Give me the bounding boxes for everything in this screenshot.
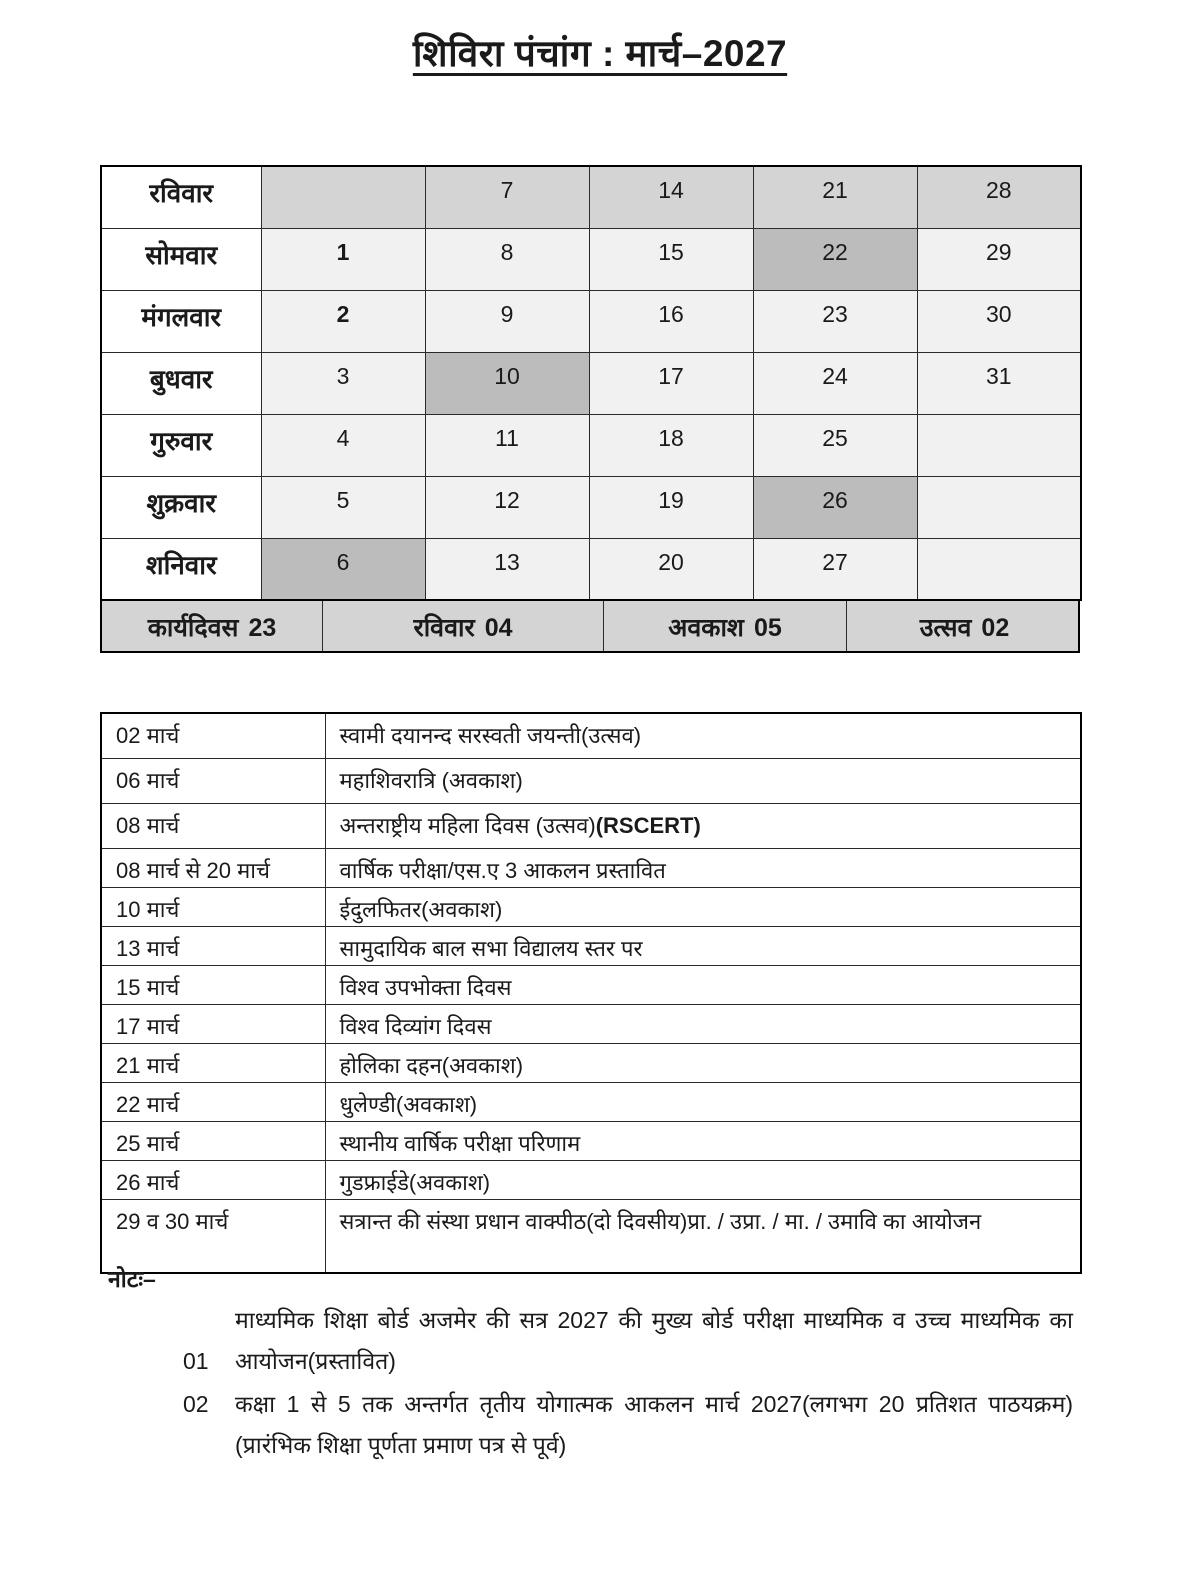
calendar-row <box>101 166 1081 228</box>
day-name-cell: बुधवार <box>101 352 261 414</box>
event-date-cell: 06 मार्च <box>101 758 325 803</box>
event-desc-cell <box>325 1121 1081 1160</box>
summary-cell <box>847 601 1082 651</box>
date-cell: 31 <box>917 352 1081 414</box>
calendar-row <box>101 414 1081 476</box>
date-cell: 18 <box>589 414 753 476</box>
event-row <box>101 713 1081 758</box>
event-desc-cell <box>325 713 1081 758</box>
date-cell: 20 <box>589 538 753 600</box>
summary-value: 05 <box>753 614 782 642</box>
date-cell: 2 <box>261 290 425 352</box>
event-date-cell: 29 व 30 मार्च <box>101 1199 325 1273</box>
calendar-section <box>100 165 1080 653</box>
event-row <box>101 848 1081 887</box>
date-cell: 3 <box>261 352 425 414</box>
calendar-table-body <box>101 166 1081 600</box>
event-desc-text: सामुदायिक बाल सभा विद्यालय स्तर पर <box>339 935 643 961</box>
event-desc-text: अन्तराष्ट्रीय महिला दिवस (उत्सव) <box>339 812 596 838</box>
event-row <box>101 1043 1081 1082</box>
note-item <box>183 1300 1090 1382</box>
event-date-cell: 08 मार्च से 20 मार्च <box>101 848 325 887</box>
day-name-cell: मंगलवार <box>101 290 261 352</box>
event-date-cell: 13 मार्च <box>101 926 325 965</box>
event-desc-text: ईदुलफितर(अवकाश) <box>339 896 503 922</box>
event-date-cell: 22 मार्च <box>101 1082 325 1121</box>
event-desc-cell <box>325 758 1081 803</box>
summary-value: 02 <box>981 614 1010 642</box>
event-desc-cell <box>325 887 1081 926</box>
summary-value: 23 <box>248 614 277 642</box>
summary-label: उत्सव <box>919 614 972 642</box>
date-cell: 7 <box>425 166 589 228</box>
date-cell: 17 <box>589 352 753 414</box>
date-cell: 27 <box>753 538 917 600</box>
date-cell: 23 <box>753 290 917 352</box>
notes-section <box>100 1262 1090 1468</box>
notes-list <box>100 1300 1090 1466</box>
event-desc-text: महाशिवरात्रि (अवकाश) <box>339 767 523 793</box>
page-title: शिविरा पंचांग : मार्च–2027 <box>412 33 788 74</box>
event-desc-text: सत्रान्त की संस्था प्रधान वाक्पीठ(दो दिवसीय)प्रा. / उप्रा. / मा. / उमावि का आयोजन <box>339 1208 982 1234</box>
event-desc-text: होलिका दहन(अवकाश) <box>339 1052 524 1078</box>
calendar-row <box>101 352 1081 414</box>
date-cell: 28 <box>917 166 1081 228</box>
calendar-row <box>101 538 1081 600</box>
event-desc-text: विश्व उपभोक्ता दिवस <box>339 974 512 1000</box>
event-desc-cell <box>325 965 1081 1004</box>
event-desc-text: वार्षिक परीक्षा/एस.ए 3 आकलन प्रस्तावित <box>339 857 666 883</box>
date-cell: 16 <box>589 290 753 352</box>
summary-cell <box>604 601 847 651</box>
event-row <box>101 1004 1081 1043</box>
date-cell: 9 <box>425 290 589 352</box>
calendar-row <box>101 476 1081 538</box>
date-cell: 25 <box>753 414 917 476</box>
date-cell: 1 <box>261 228 425 290</box>
event-row <box>101 926 1081 965</box>
calendar-row <box>101 290 1081 352</box>
event-desc-cell <box>325 803 1081 848</box>
event-row <box>101 1082 1081 1121</box>
event-row <box>101 1121 1081 1160</box>
note-number: 01 <box>183 1348 209 1374</box>
day-name-cell: गुरुवार <box>101 414 261 476</box>
event-date-cell: 02 मार्च <box>101 713 325 758</box>
date-cell: 15 <box>589 228 753 290</box>
date-cell: 14 <box>589 166 753 228</box>
event-desc-text: विश्व दिव्यांग दिवस <box>339 1013 492 1039</box>
date-cell: 6 <box>261 538 425 600</box>
date-cell: 30 <box>917 290 1081 352</box>
date-cell: 26 <box>753 476 917 538</box>
date-cell: 19 <box>589 476 753 538</box>
note-number: 02 <box>183 1391 209 1417</box>
event-row <box>101 965 1081 1004</box>
events-table-body <box>101 713 1081 1273</box>
date-cell <box>917 538 1081 600</box>
date-cell: 12 <box>425 476 589 538</box>
summary-cell <box>323 601 604 651</box>
date-cell: 10 <box>425 352 589 414</box>
date-cell: 11 <box>425 414 589 476</box>
event-date-cell: 17 मार्च <box>101 1004 325 1043</box>
event-desc-cell <box>325 926 1081 965</box>
event-row <box>101 803 1081 848</box>
event-desc-text: स्वामी दयानन्द सरस्वती जयन्ती(उत्सव) <box>339 723 642 748</box>
date-cell <box>261 166 425 228</box>
date-cell <box>917 414 1081 476</box>
event-date-cell: 10 मार्च <box>101 887 325 926</box>
date-cell: 13 <box>425 538 589 600</box>
day-name-cell: शनिवार <box>101 538 261 600</box>
event-desc-text: स्थानीय वार्षिक परीक्षा परिणाम <box>339 1130 581 1156</box>
event-desc-cell <box>325 1082 1081 1121</box>
date-cell: 4 <box>261 414 425 476</box>
calendar-summary-row <box>100 601 1080 653</box>
summary-label: अवकाश <box>668 614 744 642</box>
date-cell: 24 <box>753 352 917 414</box>
event-row <box>101 758 1081 803</box>
summary-cell <box>102 601 323 651</box>
date-cell: 8 <box>425 228 589 290</box>
event-date-cell: 25 मार्च <box>101 1121 325 1160</box>
event-date-cell: 15 मार्च <box>101 965 325 1004</box>
day-name-cell: शुक्रवार <box>101 476 261 538</box>
notes-heading: नोटः– <box>108 1266 156 1292</box>
calendar-row <box>101 228 1081 290</box>
event-date-cell: 08 मार्च <box>101 803 325 848</box>
event-desc-cell <box>325 1004 1081 1043</box>
day-name-cell: सोमवार <box>101 228 261 290</box>
note-text: कक्षा 1 से 5 तक अन्तर्गत तृतीय योगात्मक आकलन मार्च 2027(लगभग 20 प्रतिशत पाठयक्रम)(प्रारंभिक शिक्षा पूर्णता प्रमाण पत्र से पूर्व) <box>235 1391 1073 1458</box>
date-cell <box>917 476 1081 538</box>
event-row <box>101 887 1081 926</box>
events-table <box>100 712 1082 1274</box>
events-section <box>100 712 1080 1274</box>
summary-label: रविवार <box>413 614 475 642</box>
date-cell: 29 <box>917 228 1081 290</box>
summary-label: कार्यदिवस <box>147 614 239 642</box>
event-desc-bold-text: (RSCERT) <box>595 812 701 838</box>
event-desc-cell <box>325 1160 1081 1199</box>
event-desc-text: गुडफ्राईडे(अवकाश) <box>339 1169 491 1195</box>
event-desc-cell <box>325 1043 1081 1082</box>
event-desc-text: धुलेण्डी(अवकाश) <box>339 1091 478 1117</box>
event-date-cell: 26 मार्च <box>101 1160 325 1199</box>
note-item <box>183 1384 1090 1466</box>
note-text: माध्यमिक शिक्षा बोर्ड अजमेर की सत्र 2027 की मुख्य बोर्ड परीक्षा माध्यमिक व उच्च माध्यमिक का आयोजन(प्रस्तावित) <box>235 1307 1073 1374</box>
date-cell: 21 <box>753 166 917 228</box>
event-desc-cell <box>325 848 1081 887</box>
calendar-table <box>100 165 1082 601</box>
event-row <box>101 1160 1081 1199</box>
date-cell: 5 <box>261 476 425 538</box>
day-name-cell: रविवार <box>101 166 261 228</box>
summary-value: 04 <box>484 614 513 642</box>
date-cell: 22 <box>753 228 917 290</box>
event-date-cell: 21 मार्च <box>101 1043 325 1082</box>
